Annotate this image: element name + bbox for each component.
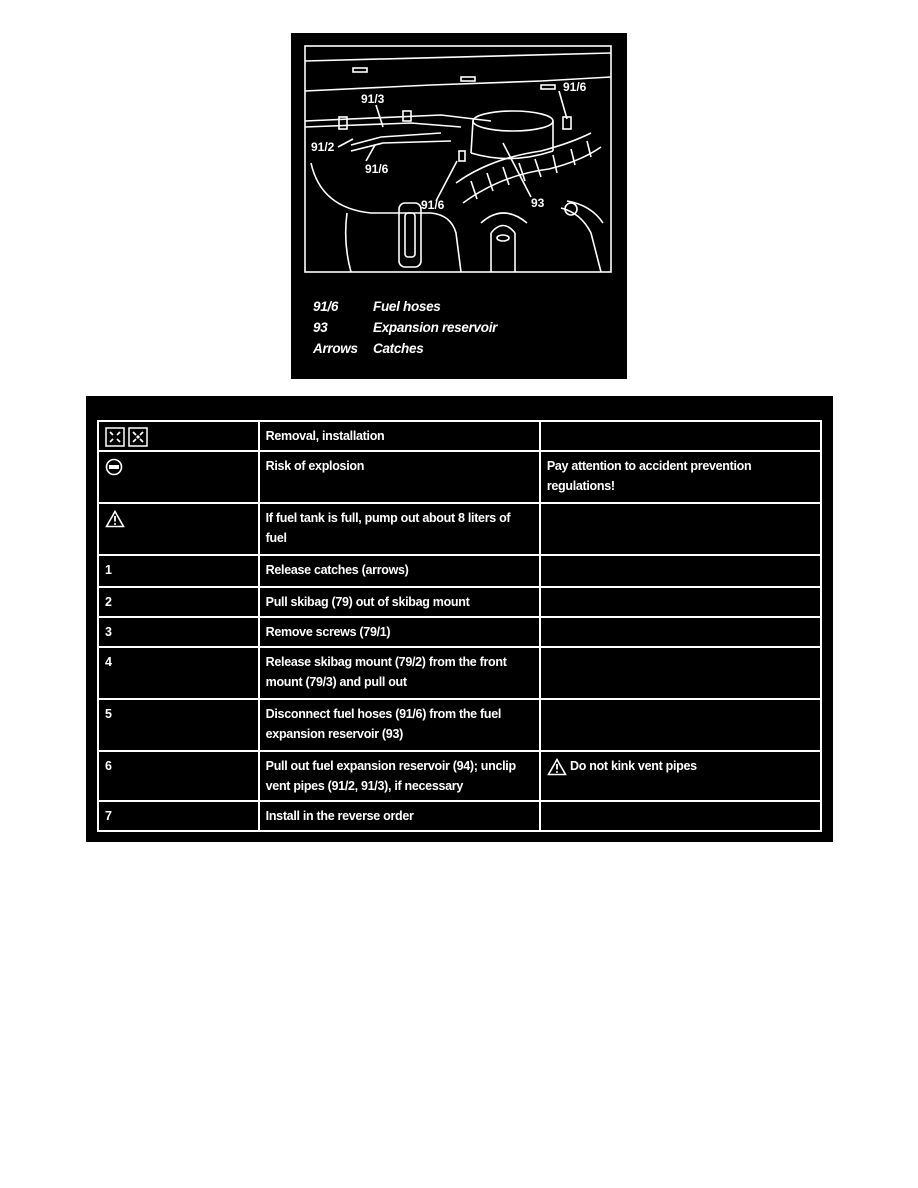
instruction-text: Pull out fuel expansion reservoir (94); unclip vent pipes (91/2, 91/3), if necessary [259, 751, 540, 801]
table-row [98, 555, 821, 587]
legend-row [313, 341, 613, 362]
remove-icon [105, 427, 125, 447]
engine-bay-figure [291, 33, 627, 379]
engine-bay-illustration [291, 33, 627, 293]
instruction-text: Disconnect fuel hoses (91/6) from the fuel expansion reservoir (93) [259, 699, 540, 751]
legend-key: Arrows [313, 341, 358, 356]
header-title: Removal, installation [259, 421, 540, 451]
table-row [98, 699, 821, 751]
note-text: Do not kink vent pipes [570, 759, 697, 773]
legend-desc: Catches [373, 341, 424, 356]
legend-row [313, 320, 613, 341]
instruction-text: Risk of explosion [259, 451, 540, 503]
table-row [98, 503, 821, 555]
callout-91-6-low: 91/6 [421, 198, 445, 212]
instruction-text: Pull skibag (79) out of skibag mount [259, 587, 540, 617]
step-number: 5 [98, 699, 259, 751]
callout-91-6-mid: 91/6 [365, 162, 389, 176]
legend-row [313, 299, 613, 320]
callout-91-2: 91/2 [311, 140, 335, 154]
icon-cell [98, 451, 259, 503]
instruction-text: Install in the reverse order [259, 801, 540, 831]
callout-91-3: 91/3 [361, 92, 385, 106]
callout-91-6-top: 91/6 [563, 80, 587, 94]
header-icons-cell [98, 421, 259, 451]
note-text: Pay attention to accident prevention regulations! [540, 451, 821, 503]
instruction-text: Release skibag mount (79/2) from the front mount (79/3) and pull out [259, 647, 540, 699]
instruction-text: Release catches (arrows) [259, 555, 540, 587]
warning-triangle-icon [105, 510, 125, 528]
warning-triangle-icon [547, 758, 567, 776]
step-number: 2 [98, 587, 259, 617]
table-row [98, 647, 821, 699]
table-row [98, 587, 821, 617]
procedure-panel [86, 396, 833, 842]
table-row [98, 751, 821, 801]
note-text [540, 699, 821, 751]
note-text [540, 503, 821, 555]
figure-legend [313, 299, 613, 362]
note-text [540, 587, 821, 617]
table-row [98, 451, 821, 503]
step-number: 1 [98, 555, 259, 587]
table-row [98, 801, 821, 831]
note-text [540, 801, 821, 831]
legend-desc: Expansion reservoir [373, 320, 498, 335]
step-number: 3 [98, 617, 259, 647]
step-number: 4 [98, 647, 259, 699]
legend-key: 93 [313, 320, 328, 335]
note-cell [540, 751, 821, 801]
header-empty-cell [540, 421, 821, 451]
note-text [540, 647, 821, 699]
procedure-table [97, 420, 822, 832]
instruction-text: Remove screws (79/1) [259, 617, 540, 647]
note-text [540, 617, 821, 647]
table-header-row [98, 421, 821, 451]
legend-desc: Fuel hoses [373, 299, 441, 314]
instruction-text: If fuel tank is full, pump out about 8 liters of fuel [259, 503, 540, 555]
explosion-hazard-icon [105, 458, 123, 476]
step-number: 6 [98, 751, 259, 801]
table-row [98, 617, 821, 647]
legend-key: 91/6 [313, 299, 339, 314]
callout-93: 93 [531, 196, 545, 210]
install-icon [128, 427, 148, 447]
step-number: 7 [98, 801, 259, 831]
icon-cell [98, 503, 259, 555]
note-text [540, 555, 821, 587]
